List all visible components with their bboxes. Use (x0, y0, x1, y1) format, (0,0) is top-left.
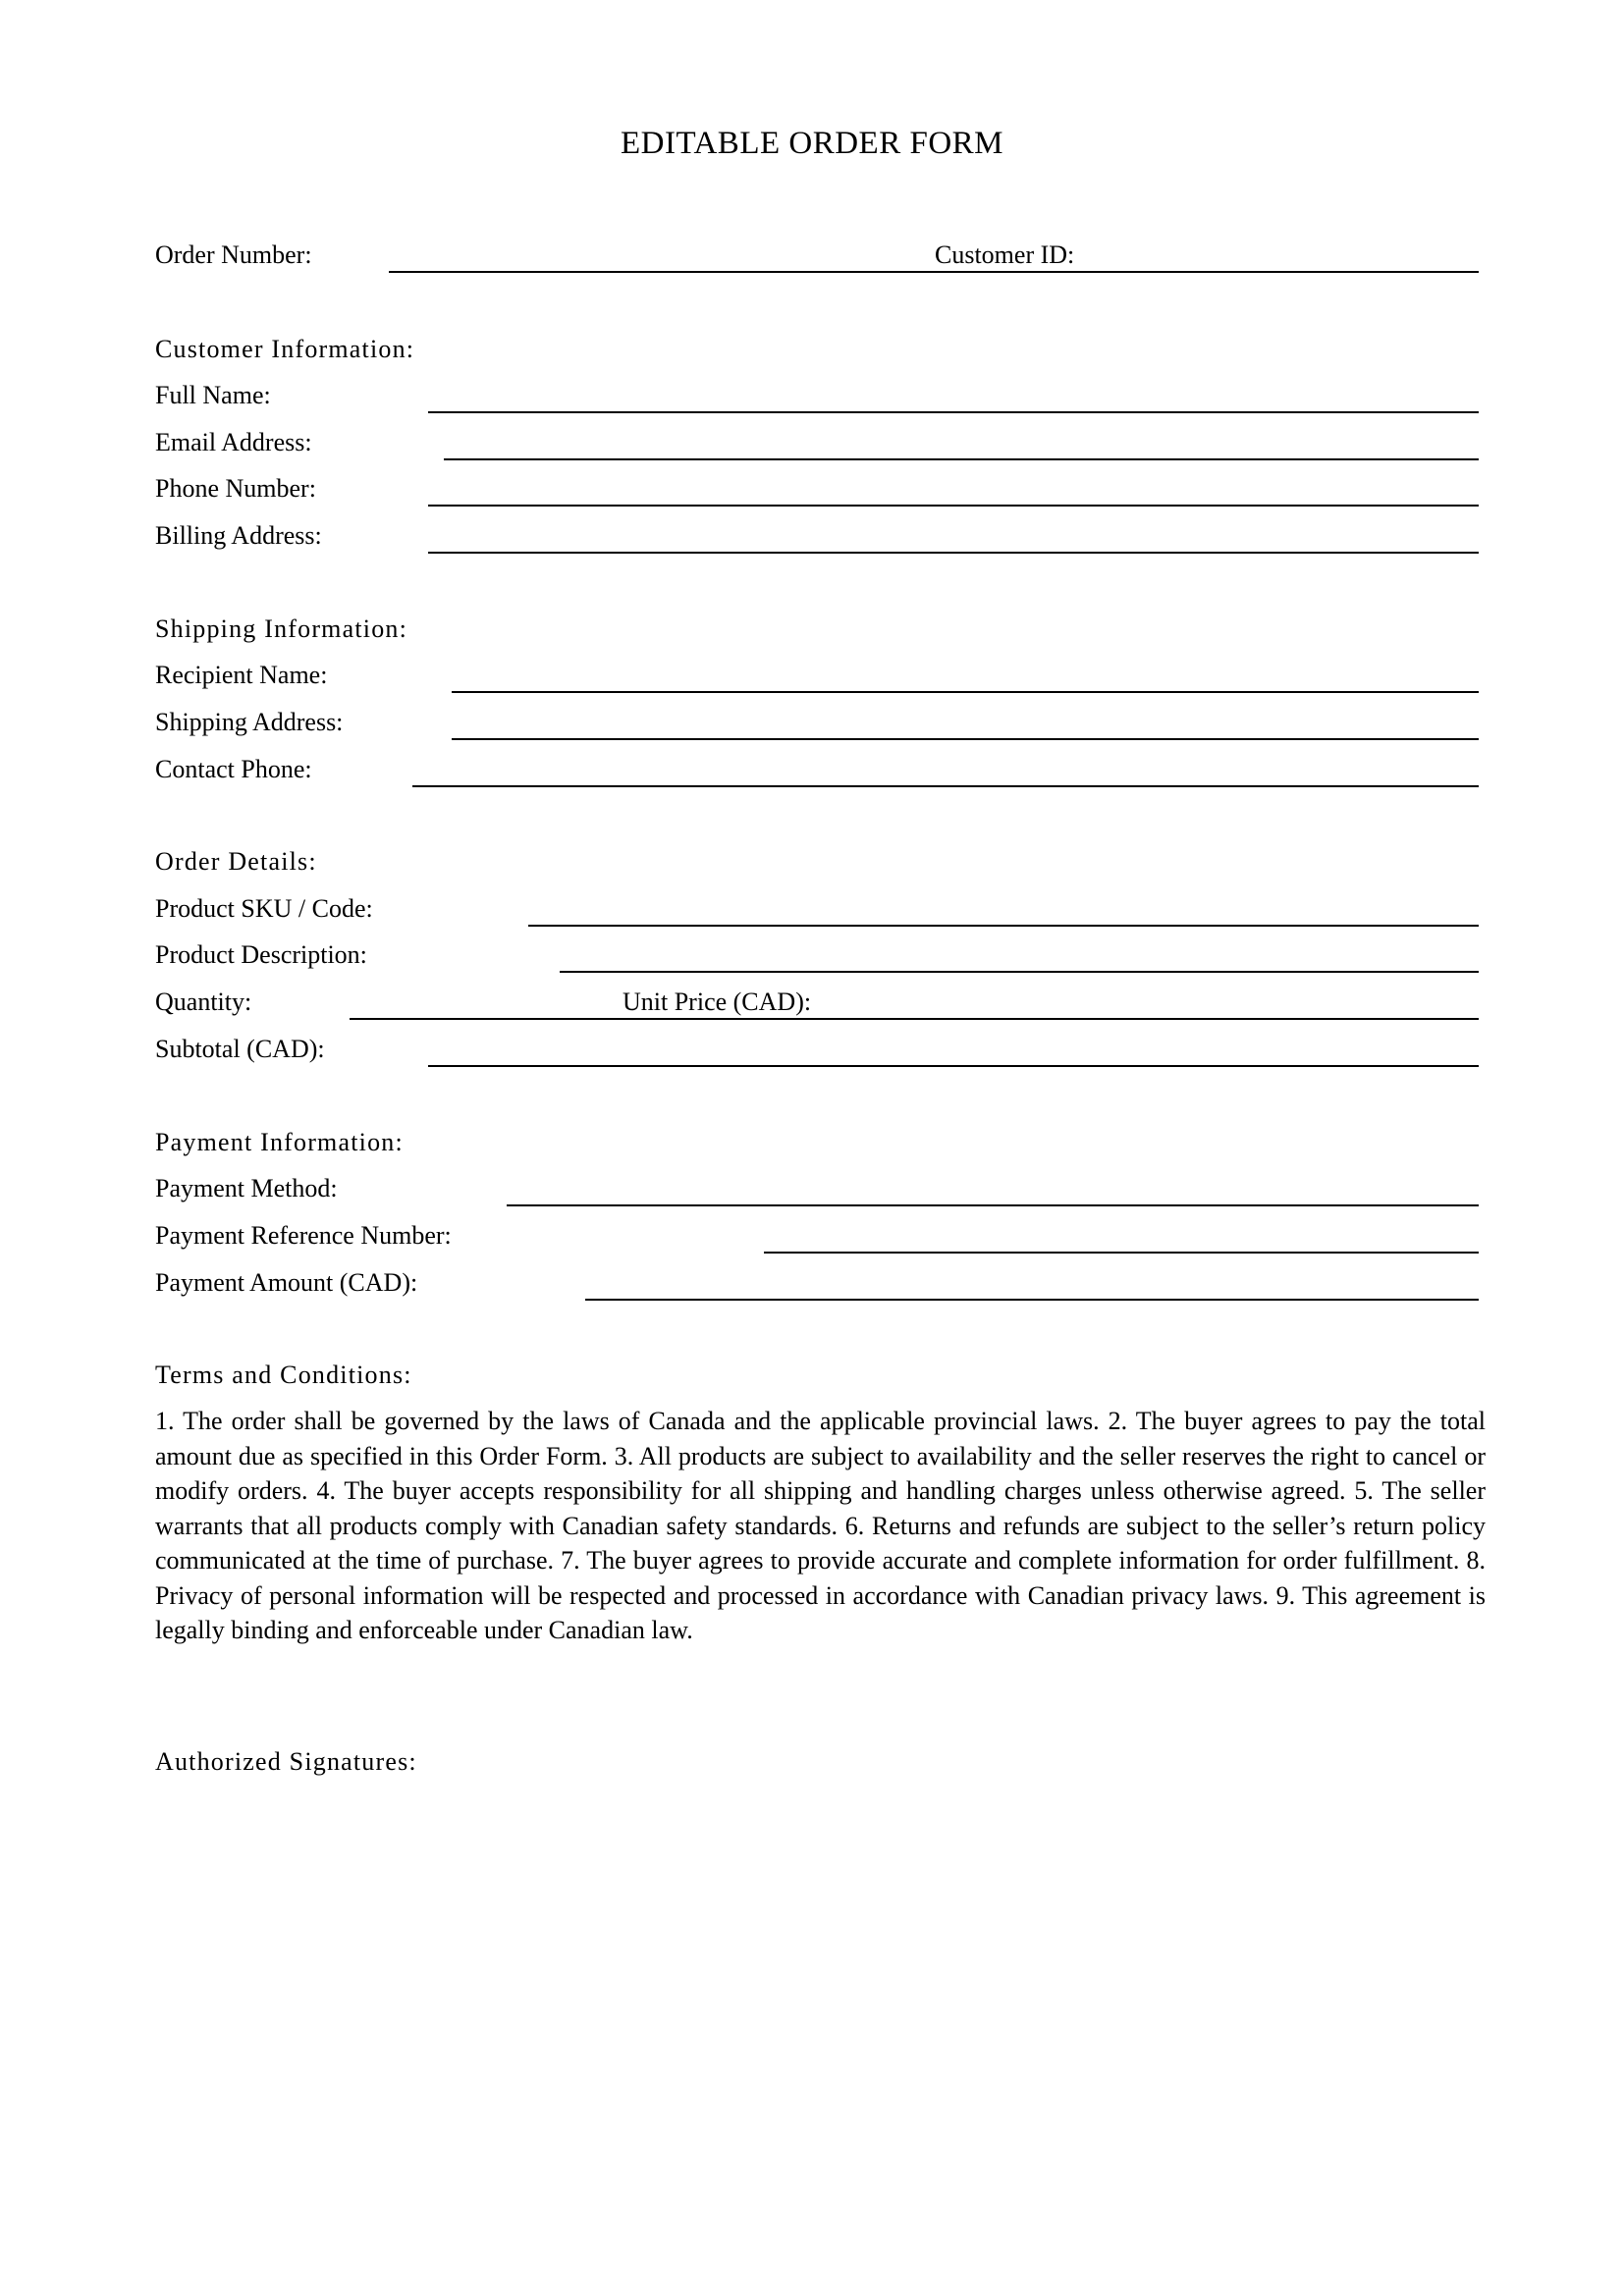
full-name-label: Full Name: (155, 381, 271, 409)
recipient-name-field[interactable] (454, 661, 1477, 690)
payment-method-field[interactable] (509, 1174, 1477, 1203)
customer-id-field[interactable] (1090, 240, 1477, 270)
shipping-address-line (452, 738, 1479, 740)
customer-id-label: Customer ID: (935, 240, 1075, 269)
email-address-line (444, 458, 1479, 460)
full-name-line (428, 411, 1479, 413)
payment-method-label: Payment Method: (155, 1174, 338, 1202)
quantity-label: Quantity: (155, 988, 252, 1016)
contact-phone-field[interactable] (414, 755, 1477, 784)
billing-address-label: Billing Address: (155, 521, 322, 550)
payment-amount-line (585, 1299, 1479, 1301)
payment-amount-field[interactable] (587, 1268, 1477, 1298)
unit-price-field[interactable] (831, 988, 1477, 1017)
product-sku-label: Product SKU / Code: (155, 894, 373, 923)
shipping-address-field[interactable] (454, 708, 1477, 737)
signatures-heading: Authorized Signatures: (155, 1747, 417, 1776)
recipient-name-label: Recipient Name: (155, 661, 328, 689)
phone-number-label: Phone Number: (155, 474, 316, 503)
billing-address-field[interactable] (430, 521, 1477, 551)
order-number-field[interactable] (391, 240, 921, 270)
phone-number-line (428, 505, 1479, 507)
email-address-label: Email Address: (155, 428, 312, 456)
order-details-heading: Order Details: (155, 847, 317, 876)
unit-price-label: Unit Price (CAD): (623, 988, 812, 1016)
order-number-label: Order Number: (155, 240, 312, 269)
payment-amount-label: Payment Amount (CAD): (155, 1268, 418, 1297)
shipping-info-heading: Shipping Information: (155, 614, 408, 643)
payment-info-heading: Payment Information: (155, 1128, 404, 1156)
shipping-address-label: Shipping Address: (155, 708, 344, 736)
payment-reference-line (764, 1252, 1479, 1254)
subtotal-line (428, 1065, 1479, 1067)
product-sku-line (528, 925, 1479, 927)
product-description-field[interactable] (562, 940, 1477, 970)
payment-reference-field[interactable] (766, 1221, 1477, 1251)
terms-text: 1. The order shall be governed by the laws of Canada and the applicable provincial laws. 2. The buyer agrees to pay the total amount due as specified in this Order Form. 3. All products are subject to availability and the seller reserves the right to cancel or modify orders. 4. The buyer accepts responsibility for all shipping and handling charges unless otherwise agreed. 5. The seller warrants that all products comply with Canadian safety standards. 6. Returns and refunds are subject to the seller’s return policy communicated at the time of purchase. 7. The buyer agrees to provide accurate and complete information for order fulfillment. 8. Privacy of personal information will be respected and processed in accordance with Canadian privacy laws. 9. This agreement is legally binding and enforceable under Canadian law. (155, 1407, 1486, 1644)
subtotal-field[interactable] (430, 1035, 1477, 1064)
order-number-line (389, 271, 1479, 273)
recipient-name-line (452, 691, 1479, 693)
quantity-field[interactable] (352, 988, 617, 1017)
payment-method-line (507, 1204, 1479, 1206)
product-description-line (560, 971, 1479, 973)
product-description-label: Product Description: (155, 940, 367, 969)
phone-number-field[interactable] (430, 474, 1477, 504)
billing-address-line (428, 552, 1479, 554)
quantity-unit-price-line (350, 1018, 1479, 1020)
contact-phone-line (412, 785, 1479, 787)
product-sku-field[interactable] (530, 894, 1477, 924)
email-address-field[interactable] (446, 428, 1477, 457)
payment-reference-label: Payment Reference Number: (155, 1221, 452, 1250)
customer-info-heading: Customer Information: (155, 335, 415, 363)
page-title: EDITABLE ORDER FORM (620, 126, 1004, 161)
contact-phone-label: Contact Phone: (155, 755, 312, 783)
subtotal-label: Subtotal (CAD): (155, 1035, 325, 1063)
full-name-field[interactable] (430, 381, 1477, 410)
terms-heading: Terms and Conditions: (155, 1361, 412, 1389)
